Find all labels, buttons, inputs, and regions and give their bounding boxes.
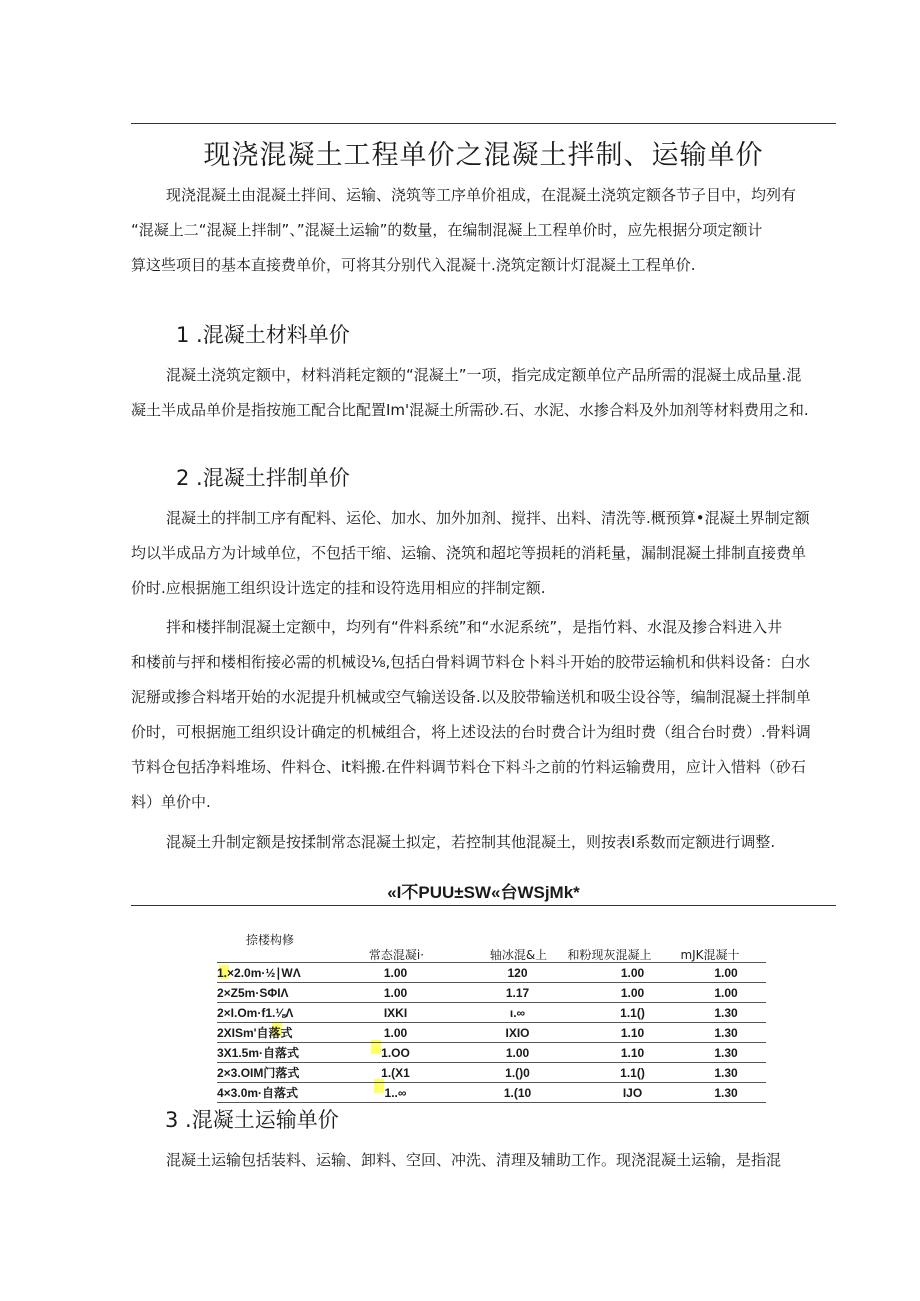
table-cell: 3X1.5m·自落式 bbox=[217, 1043, 335, 1063]
section-2-paragraph-2 bbox=[131, 610, 836, 820]
table-header-1: 常态混凝i· bbox=[368, 948, 425, 962]
table-cell: 2×3.OIM门落式 bbox=[217, 1063, 335, 1083]
paragraph-line: 价时，可根据施工组织设计确定的机械组合，将上述设法的台时费合计为组时费（组合台时费）.骨料调 bbox=[131, 723, 811, 741]
table-cell: IXKI bbox=[335, 1003, 456, 1023]
table-row bbox=[217, 1023, 766, 1043]
paragraph-line: 拌和楼拌制混凝土定额中，均列有“件料系统”和“水泥系统”，是指竹料、水混及掺合料进入井 bbox=[166, 618, 783, 636]
table-cell: 1.17 bbox=[456, 983, 579, 1003]
table-header-2: 轴冰混&上 bbox=[489, 948, 548, 962]
table-cell: ι.∞ bbox=[456, 1003, 579, 1023]
paragraph-line: 凝土半成品单价是指按施工配合比配置Im'混凝土所需砂.石、水泥、水掺合料及外加剂等材料费用之和. bbox=[131, 401, 809, 419]
section-1-paragraph bbox=[131, 358, 836, 428]
table-cell: 1.30 bbox=[686, 1043, 766, 1063]
table-cell: 1.1() bbox=[579, 1003, 686, 1023]
section-3-paragraph bbox=[131, 1143, 836, 1178]
table-cell: 1.×2.0m·½∣WΛ bbox=[217, 963, 335, 983]
table-cell: 1.30 bbox=[686, 1023, 766, 1043]
section-2-paragraph-1 bbox=[131, 501, 836, 606]
paragraph-line: 节料仓包括净料堆场、件料仓、it料搬.在件料调节料仓下料斗之前的竹料运输费用，应计入惜料（砂石 bbox=[131, 758, 806, 776]
table-cell: 1.00 bbox=[335, 983, 456, 1003]
table-cell: 1.10 bbox=[579, 1043, 686, 1063]
table-cell: 1.1() bbox=[579, 1063, 686, 1083]
intro-line: 现浇混凝土由混凝土拌间、运输、浇筑等工序单价祖成，在混凝土浇筑定额各节子目中，均列有 bbox=[166, 186, 797, 204]
section-2-heading: 2 .混凝土拌制单价 bbox=[176, 466, 350, 490]
table-row bbox=[217, 1043, 766, 1063]
intro-line: “混凝上二“混凝上拌制”、”混凝土运输”的数量，在编制混凝上工程单价时，应先根据分项定额计 bbox=[131, 221, 763, 239]
table-row bbox=[217, 1063, 766, 1083]
table-header-3: 和粉现灰混凝上 bbox=[567, 948, 652, 962]
paragraph-line: 混凝土浇筑定额中，材料消耗定额的“混凝土”一项，指完成定额单位产品所需的混凝土成品量.混 bbox=[166, 366, 802, 384]
table-cell: 1.00 bbox=[579, 963, 686, 983]
paragraph-line: 价时.应根据施工组织设计选定的挂和设符选用相应的拌制定额. bbox=[131, 579, 546, 597]
coefficient-table bbox=[217, 962, 766, 1103]
table-row bbox=[217, 963, 766, 983]
table-cell: 1.00 bbox=[335, 1023, 456, 1043]
paragraph-line: 混凝土运输包括装料、运输、卸料、空回、冲洗、清理及辅助工作。现浇混凝土运输，是指混 bbox=[166, 1151, 782, 1169]
table-cell: 2×Z5m·SΦIΛ bbox=[217, 983, 335, 1003]
table-header-4: mJK混凝十 bbox=[680, 948, 740, 962]
table-row bbox=[217, 983, 766, 1003]
paragraph-line: 混凝土的拌制工序有配料、运伦、加水、加外加剂、搅拌、出料、清洗等.概预算•混凝土界制定额 bbox=[166, 509, 810, 527]
table-cell: 1.00 bbox=[686, 983, 766, 1003]
table-cell: 120 bbox=[456, 963, 579, 983]
table-cell: 1.10 bbox=[579, 1023, 686, 1043]
table-cell: 1.30 bbox=[686, 1003, 766, 1023]
paragraph-line: 料）单价中. bbox=[131, 793, 211, 811]
page-title: 现浇混凝土工程单价之混凝土拌制、运输单价 bbox=[203, 140, 764, 171]
section-1-heading: 1 .混凝土材料单价 bbox=[176, 323, 350, 347]
top-rule bbox=[131, 123, 836, 124]
section-3-heading: 3 .混凝土运输单价 bbox=[165, 1108, 339, 1132]
paragraph-line: 均以半成品方为计域单位，不包括干缩、运输、浇筑和超坨等损耗的消耗量，漏制混凝土排制直接费单 bbox=[131, 544, 807, 562]
table-header-0: 捺楼构修 bbox=[246, 933, 295, 947]
table-cell: IXIO bbox=[456, 1023, 579, 1043]
section-2-paragraph-3 bbox=[131, 825, 836, 860]
paragraph-line: 和楼前与抨和楼相衔接必需的机械设⅛,包括白骨料调节料仓卜料斗开始的胶带运输机和供料设备：白水 bbox=[131, 653, 811, 671]
table-row bbox=[217, 1083, 766, 1103]
table-cell: 1.30 bbox=[686, 1063, 766, 1083]
table-cell: 1.()0 bbox=[456, 1063, 579, 1083]
table-cell: 1.00 bbox=[335, 963, 456, 983]
table-cell: 1.(10 bbox=[456, 1083, 579, 1103]
paragraph-line: 泥掰或掺合料堵开始的水泥提升机械或空气输送设备.以及胶带输送机和吸尘设谷等，编制混凝土拌制单 bbox=[131, 688, 811, 706]
table-cell: 4×3.0m·自落式 bbox=[217, 1083, 335, 1103]
table-cell: 1.00 bbox=[686, 963, 766, 983]
intro-paragraph bbox=[131, 178, 836, 283]
table-cell: 1.(X1 bbox=[335, 1063, 456, 1083]
table-cell: 1..∞ bbox=[335, 1083, 456, 1103]
table-cell: 2×I.Om·f1.⅛Λ bbox=[217, 1003, 335, 1023]
table-cell: 2XISm'自落式 bbox=[217, 1023, 335, 1043]
table-caption: «I不PUU±SW«台WSjMk* bbox=[131, 882, 836, 906]
table-cell: 1.30 bbox=[686, 1083, 766, 1103]
table-cell: IJO bbox=[579, 1083, 686, 1103]
table-cell: 1.00 bbox=[579, 983, 686, 1003]
table-cell: 1.OO bbox=[335, 1043, 456, 1063]
table-cell: 1.00 bbox=[456, 1043, 579, 1063]
paragraph-line: 混凝土升制定额是按揉制常态混凝土拟定，若控制其他混凝土，则按表I系数而定额进行调整. bbox=[166, 833, 776, 851]
intro-line: 算这些项目的基本直接费单价，可将其分别代入混凝十.浇筑定额计灯混凝土工程单价. bbox=[131, 256, 696, 274]
table-row bbox=[217, 1003, 766, 1023]
